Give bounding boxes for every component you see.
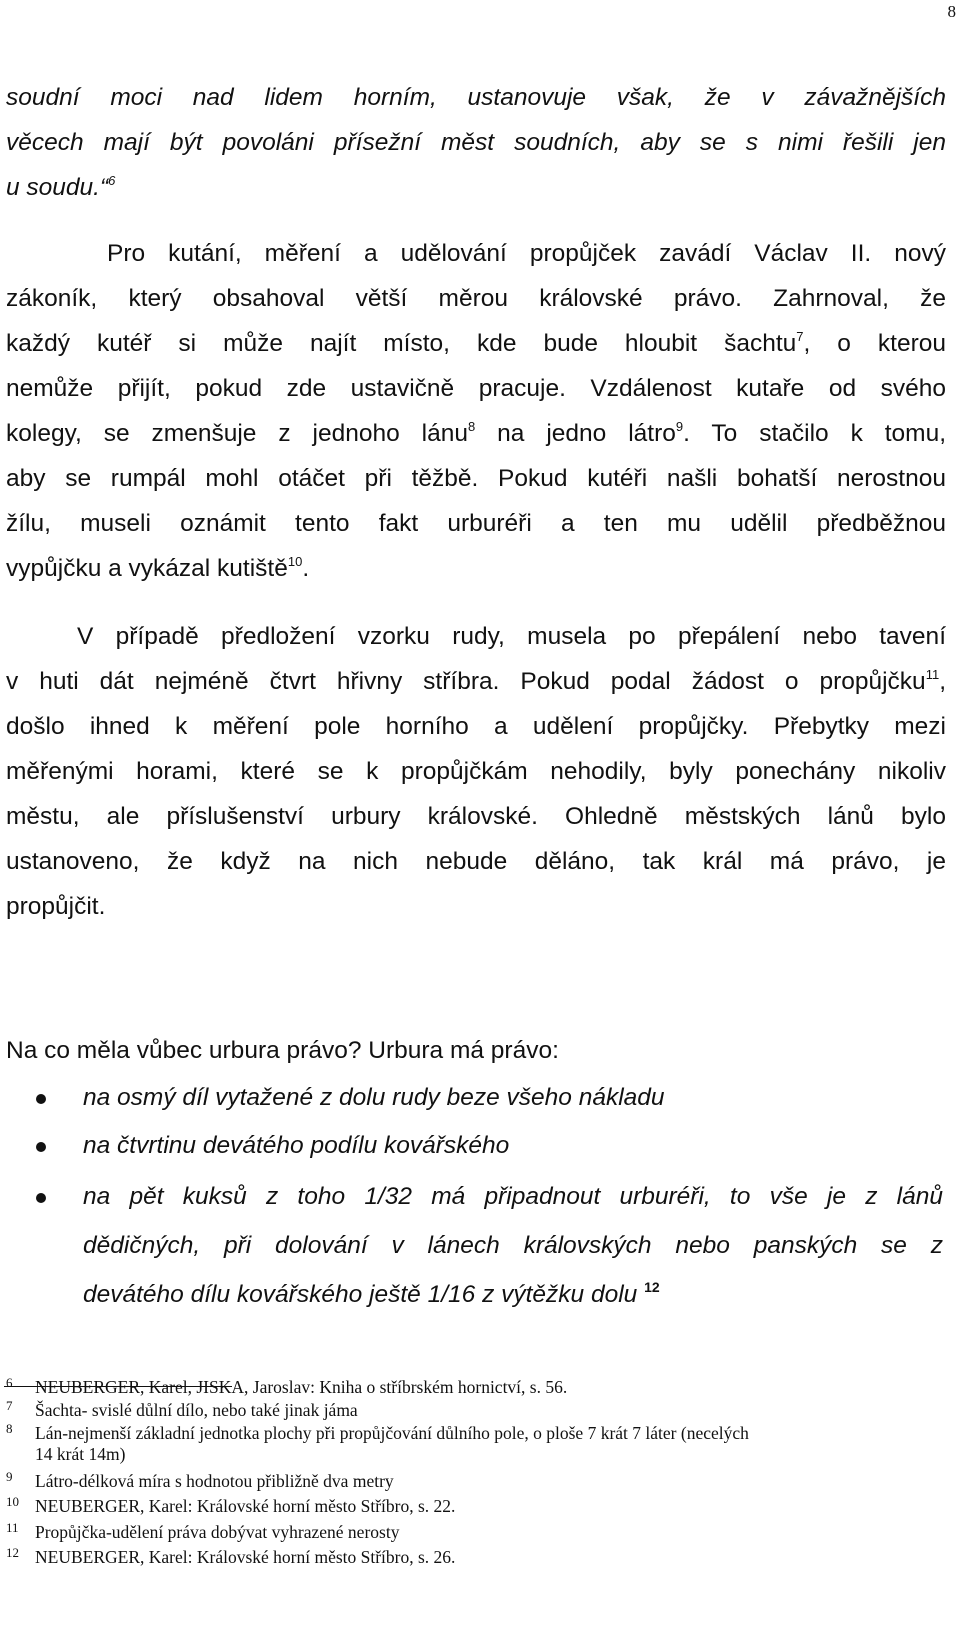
bullet-icon [36, 1142, 46, 1152]
footnote-ref-12: 12 [644, 1279, 660, 1295]
footnote-ref-6: 6 [108, 173, 116, 188]
footnote-6: 6 NEUBERGER, Karel, JISKA, Jaroslav: Kniha o stříbrském hornictví, s. 56. [6, 1375, 568, 1397]
paragraph2-line2: zákoník, který obsahoval větší měrou královské právo. Zahrnoval, že [6, 285, 946, 312]
footnote-ref-10: 10 [287, 554, 303, 569]
footnote-ref-7: 7 [796, 329, 804, 344]
footnote-9: 9 Látro-délková míra s hodnotou přibližně dva metry [6, 1469, 394, 1491]
paragraph2-line5: kolegy, se zmenšuje z jednoho lánu$^8$ na jedno látro$^9$. To stačilo k tomu, [6, 419, 947, 447]
bullet-item-3-line2: dědičných, při dolování v lánech královských nebo panských se z [83, 1232, 943, 1259]
paragraph3-line2: v huti dát nejméně čtvrt hřivny stříbra. Pokud podal žádost o propůjčku$^{11}$, [6, 667, 946, 695]
footnote-11: 11 Propůjčka-udělení práva dobývat vyhrazené nerosty [6, 1520, 400, 1542]
paragraph3-line5: městu, ale příslušenství urbury královské. Ohledně městských lánů bylo [6, 803, 946, 830]
paragraph2-line1: Pro kutání, měření a udělování propůjček zavádí Václav II. nový [107, 240, 946, 267]
bullet-item-2: na čtvrtinu devátého podílu kovářského [83, 1132, 510, 1159]
bullet-item-3-line1: na pět kuksů z toho 1/32 má připadnout urburéři, to vše je z lánů [83, 1183, 943, 1210]
paragraph1-line3: u soudu.“$^6$ [6, 173, 116, 201]
bullet-icon [36, 1094, 46, 1104]
paragraph3-line6: ustanoveno, že když na nich nebude děláno, tak král má právo, je [6, 848, 946, 875]
footnote-ref-8: 8 [467, 419, 476, 434]
footnote-10: 10 NEUBERGER, Karel: Královské horní město Stříbro, s. 22. [6, 1494, 456, 1516]
paragraph3-line7: propůjčit. [6, 893, 106, 920]
bullet-icon [36, 1193, 46, 1203]
footnote-ref-11: 11 [925, 667, 940, 682]
paragraph1-line2: věcech mají být povoláni přísežní měst soudních, aby se s nimi řešili jen [6, 129, 946, 156]
footnote-ref-9: 9 [675, 419, 684, 434]
paragraph2-line3: každý kutéř si může najít místo, kde bude hloubit šachtu$^7$, o kterou [6, 329, 946, 357]
paragraph2-line8: vypůjčku a vykázal kutiště$^{10}$. [6, 554, 310, 582]
footnote-12: 12 NEUBERGER, Karel: Královské horní město Stříbro, s. 26. [6, 1545, 456, 1567]
paragraph1-line1: soudní moci nad lidem horním, ustanovuje však, že v závažnějších [6, 84, 946, 111]
paragraph3-line3: došlo ihned k měření pole horního a udělení propůjčky. Přebytky mezi [6, 713, 946, 740]
bullet-item-3-line3: devátého dílu kovářského ještě 1/16 z výtěžku dolu $^{12}$ [83, 1279, 660, 1308]
paragraph2-line6: aby se rumpál mohl otáčet při těžbě. Pokud kutéři našli bohatší nerostnou [6, 465, 946, 492]
paragraph2-line4: nemůže přijít, pokud zde ustavičně pracuje. Vzdálenost kutaře od svého [6, 375, 946, 402]
paragraph2-line7: žílu, museli oznámit tento fakt urburéři a ten mu udělil předběžnou [6, 510, 946, 537]
paragraph3-line1: V případě předložení vzorku rudy, musela po přepálení nebo tavení [77, 623, 946, 650]
paragraph3-line4: měřenými horami, které se k propůjčkám nehodily, byly ponechány nikoliv [6, 758, 946, 785]
footnote-7: 7 Šachta- svislé důlní dílo, nebo také jinak jáma [6, 1398, 358, 1420]
page-number: 8 [947, 2, 956, 21]
footnote-8-continued: 14 krát 14m) [35, 1444, 126, 1464]
section-question: Na co měla vůbec urbura právo? Urbura má právo: [6, 1037, 559, 1064]
footnote-8: 8 Lán-nejmenší základní jednotka plochy při propůjčování důlního pole, o ploše 7 krát 7 láter (necelých [6, 1421, 749, 1443]
bullet-item-1: na osmý díl vytažené z dolu rudy beze všeho nákladu [83, 1084, 665, 1111]
